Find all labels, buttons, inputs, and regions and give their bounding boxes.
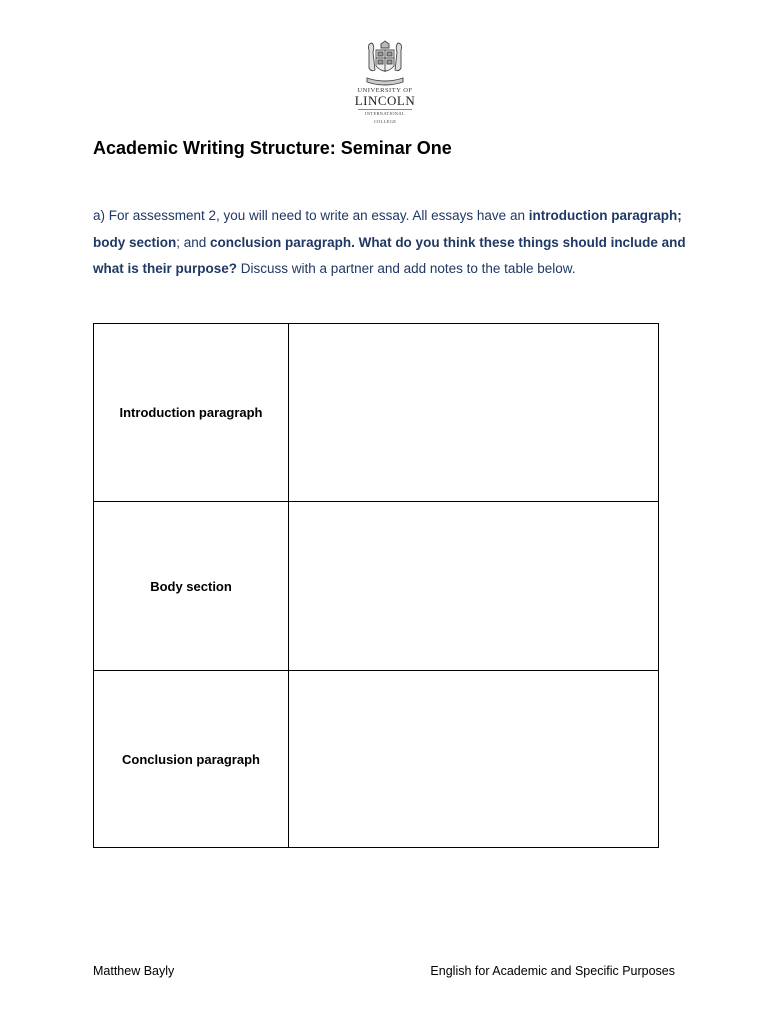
notes-cell-introduction[interactable] bbox=[289, 324, 659, 502]
row-label-introduction: Introduction paragraph bbox=[94, 324, 289, 502]
university-logo bbox=[344, 40, 426, 124]
instructions-text-1: a) For assessment 2, you will need to write an essay. All essays have an bbox=[93, 208, 529, 223]
footer-author: Matthew Bayly bbox=[93, 964, 175, 978]
coat-of-arms-icon bbox=[363, 40, 407, 86]
table-row bbox=[94, 324, 659, 502]
instructions-text-2: ; and bbox=[176, 234, 211, 250]
row-label-body: Body section bbox=[94, 502, 289, 671]
logo-line-university-of: UNIVERSITY OF bbox=[357, 87, 413, 94]
footer-course: English for Academic and Specific Purposes bbox=[430, 964, 675, 978]
notes-cell-body[interactable] bbox=[289, 502, 659, 671]
notes-table bbox=[93, 323, 659, 848]
table-row bbox=[94, 502, 659, 671]
logo-line-lincoln: LINCOLN bbox=[354, 93, 416, 108]
table-row bbox=[94, 671, 659, 848]
page-title: Academic Writing Structure: Seminar One bbox=[93, 138, 452, 158]
instructions-bold-1: introduction paragraph; body section bbox=[93, 208, 682, 250]
logo-line-international-college: INTERNATIONAL COLLEGE bbox=[358, 109, 412, 126]
instructions-bold-2: conclusion paragraph. What do you think these things should include and what is their purpose? bbox=[93, 234, 686, 277]
instructions-text-3: Discuss with a partner and add notes to the table below. bbox=[237, 261, 576, 277]
row-label-conclusion: Conclusion paragraph bbox=[94, 671, 289, 848]
notes-cell-conclusion[interactable] bbox=[289, 671, 659, 848]
instructions-paragraph bbox=[93, 203, 693, 283]
